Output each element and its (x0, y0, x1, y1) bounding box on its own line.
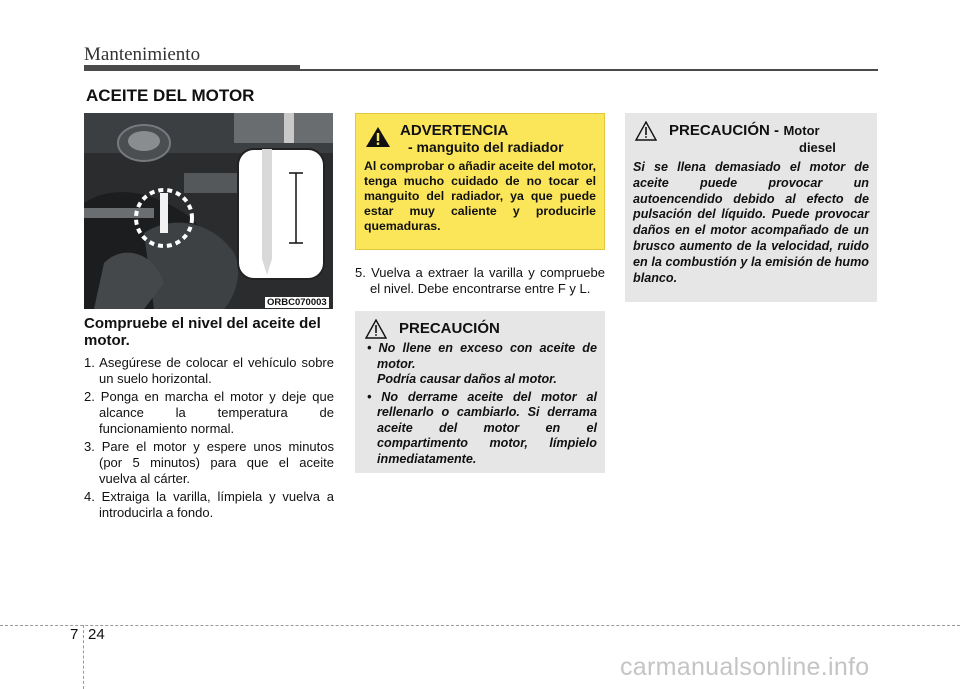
caution-title: PRECAUCIÓN (399, 320, 500, 337)
warning-title: ADVERTENCIA (400, 122, 509, 139)
figure-code: ORBC070003 (267, 297, 327, 308)
check-procedure (84, 315, 334, 523)
check-heading: Compruebe el nivel del aceite del motor. (84, 315, 321, 349)
warning-subtitle: - manguito del radiador (408, 139, 564, 155)
step-3: 3. Pare el motor y espere unos minutos (por 5 minutos) para que el aceite vuelva al cárter. (84, 439, 334, 486)
header-bar (84, 65, 300, 71)
caution-item: • No llene en exceso con aceite de motor. (367, 341, 597, 371)
footer-divider (83, 625, 84, 689)
caution-box-overfill (355, 311, 605, 473)
caution-diesel-title (669, 122, 869, 156)
caution-diesel-title-main: PRECAUCIÓN - (669, 122, 780, 139)
caution-item-extra: Podría causar daños al motor. (377, 372, 557, 386)
running-header-title: Mantenimiento (84, 44, 201, 65)
section-title: ACEITE DEL MOTOR (86, 86, 255, 105)
caution-box-diesel (625, 113, 877, 302)
step-2: 2. Ponga en marcha el motor y deje que alcance la temperatura de funcionamiento normal. (84, 389, 334, 436)
step-1: 1. Asegúrese de colocar el vehículo sobre un suelo horizontal. (84, 355, 334, 386)
caution-item-text: No llene en exceso con aceite de motor. (377, 341, 597, 371)
watermark: carmanualsonline.info (620, 653, 870, 681)
warning-box (355, 113, 605, 250)
warning-icon (365, 126, 391, 148)
caution-item: • No derrame aceite del motor al rellenarlo o cambiarlo. Si derrama aceite del motor en el compartimento motor, límpielo inmediatamente. (367, 389, 597, 466)
chapter-number: 7 (70, 626, 79, 643)
caution-diesel-title-suffix2: diesel (799, 140, 836, 155)
steps-list (84, 355, 334, 521)
step-5: 5. Vuelva a extraer la varilla y compruebe el nivel. Debe encontrarse entre F y L. (355, 265, 605, 296)
engine-dipstick-figure (84, 113, 333, 309)
caution-diesel-title-suffix: Motor (783, 123, 820, 138)
footer-rule (0, 625, 960, 626)
caution-icon (635, 121, 657, 141)
caution-diesel-text: Si se llena demasiado el motor de aceite puede provocar un autoencendido debido al efecto de pulsación del líquido. Puede provocar daños en el motor acompañado de un brusco aumento de la velocidad, ruido en la combustión y la emisión de humo blanco. (633, 160, 869, 285)
caution-list (363, 341, 597, 467)
header-rule (300, 69, 878, 71)
step-4: 4. Extraiga la varilla, límpiela y vuelva a introducirla a fondo. (84, 489, 334, 520)
caution-icon (365, 319, 387, 339)
warning-text: Al comprobar o añadir aceite del motor, tenga mucho cuidado de no tocar el manguito del radiador, ya que puede estar muy caliente y producirle quemaduras. (364, 159, 596, 233)
page-number: 24 (88, 626, 105, 643)
caution-item-text: No derrame aceite del motor al rellenarlo o cambiarlo. Si derrama aceite del motor en el compartimento motor, límpielo inmediatamente. (377, 389, 597, 466)
